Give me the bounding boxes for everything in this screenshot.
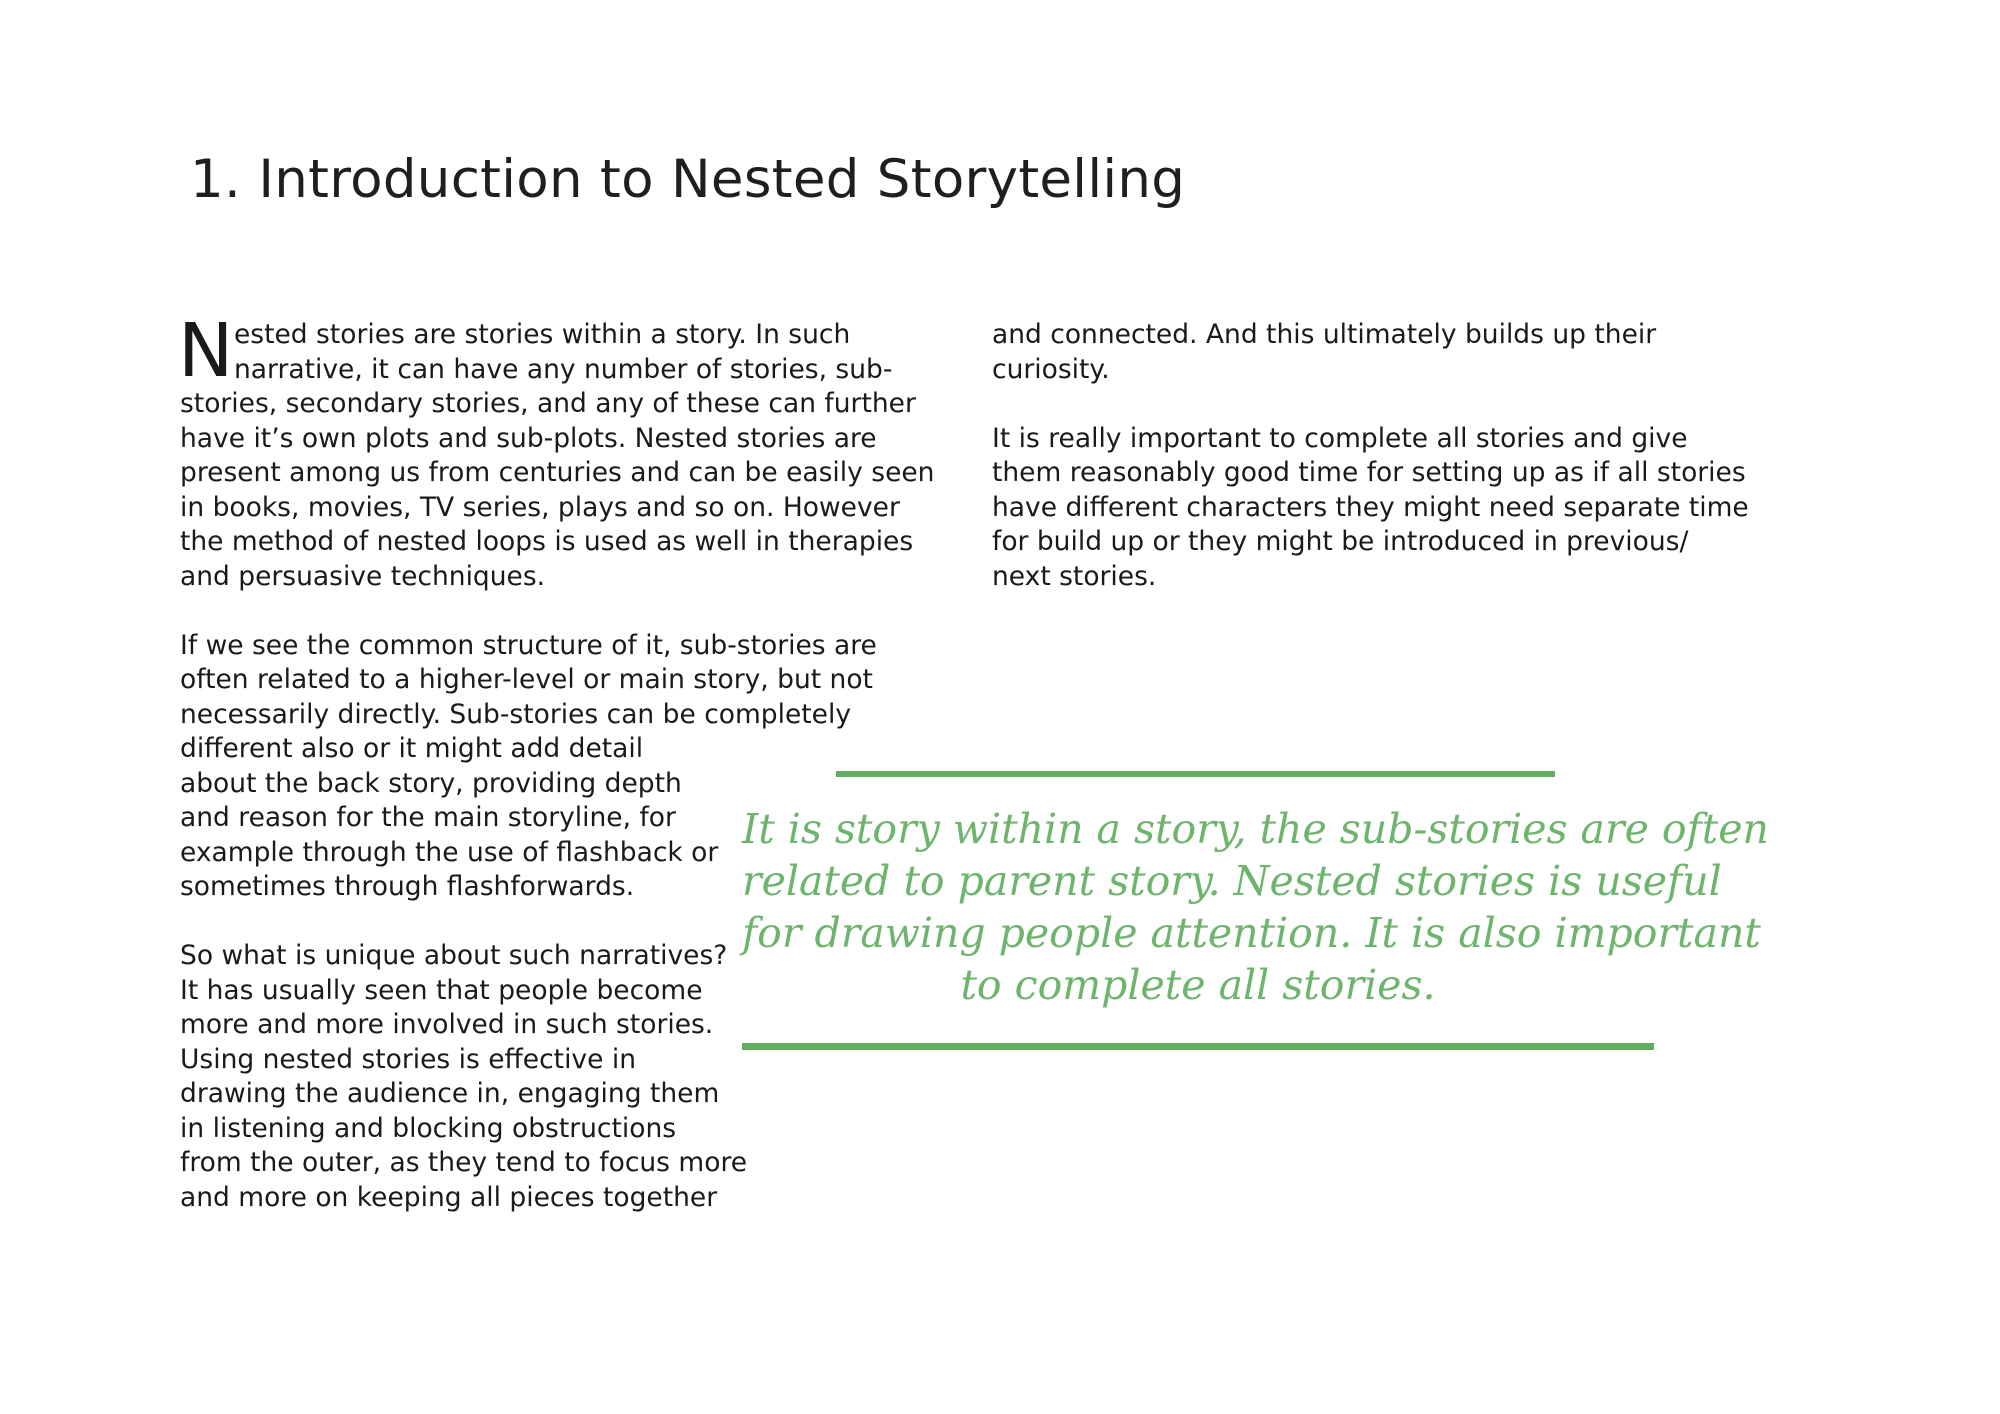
paragraph-intro bbox=[178, 308, 935, 594]
quote-line: related to parent story. Nested stories is useful bbox=[742, 857, 1722, 905]
text-line: ested stories are stories within a story. In such bbox=[234, 319, 851, 350]
text-line: in listening and blocking obstructions bbox=[180, 1112, 677, 1144]
text-line: sometimes through flashforwards. bbox=[180, 871, 635, 902]
text-line: So what is unique about such narratives? bbox=[180, 940, 728, 971]
pull-quote-bottom-rule bbox=[742, 1043, 1654, 1050]
quote-line: for drawing people attention. It is also important bbox=[742, 909, 1761, 957]
text-line: about the back story, providing depth bbox=[180, 767, 682, 799]
text-line: often related to a higher-level or main story, but not bbox=[180, 664, 873, 695]
text-line: present among us from centuries and can be easily seen bbox=[180, 457, 935, 488]
text-line: have different characters they might need separate time bbox=[992, 491, 1749, 523]
page-title: 1. Introduction to Nested Storytelling bbox=[190, 149, 1186, 210]
text-line: in books, movies, TV series, plays and so on. However bbox=[180, 491, 900, 523]
text-line: necessarily directly. Sub-stories can be completely bbox=[180, 698, 852, 730]
text-line: stories, secondary stories, and any of these can further bbox=[180, 388, 916, 419]
text-line: curiosity. bbox=[992, 353, 1110, 385]
text-line: and connected. And this ultimately builds up their bbox=[992, 319, 1657, 350]
text-line: have it’s own plots and sub-plots. Nested stories are bbox=[180, 422, 877, 454]
text-line: Using nested stories is effective in bbox=[180, 1043, 636, 1075]
text-line: example through the use of flashback or bbox=[180, 836, 719, 868]
pull-quote-text bbox=[742, 803, 1769, 1011]
text-line: and reason for the main storyline, for bbox=[180, 802, 676, 833]
text-line: more and more involved in such stories. bbox=[180, 1009, 714, 1040]
quote-line: It is story within a story, the sub-stories are often bbox=[742, 805, 1769, 853]
text-line: It has usually seen that people become bbox=[180, 974, 703, 1006]
quote-line: to complete all stories. bbox=[960, 961, 1436, 1009]
text-line: the method of nested loops is used as well in therapies bbox=[180, 526, 914, 557]
pull-quote-top-rule bbox=[836, 771, 1555, 777]
left-column bbox=[178, 308, 935, 1250]
text-line: It is really important to complete all stories and give bbox=[992, 422, 1688, 454]
text-line: narrative, it can have any number of stories, sub- bbox=[234, 353, 893, 385]
text-line: for build up or they might be introduced in previous/ bbox=[992, 526, 1689, 557]
text-line: drawing the audience in, engaging them bbox=[180, 1078, 720, 1109]
text-line: next stories. bbox=[992, 560, 1157, 592]
right-column bbox=[992, 318, 1749, 629]
text-line: from the outer, as they tend to focus more bbox=[180, 1147, 748, 1178]
text-line: If we see the common structure of it, sub-stories are bbox=[180, 629, 877, 661]
paragraph-continuation bbox=[992, 318, 1749, 387]
paragraph-importance bbox=[992, 422, 1749, 595]
drop-cap: N bbox=[178, 308, 234, 394]
text-line: different also or it might add detail bbox=[180, 733, 644, 764]
text-line: and persuasive techniques. bbox=[180, 560, 546, 592]
text-line: and more on keeping all pieces together bbox=[180, 1181, 718, 1213]
text-line: them reasonably good time for setting up as if all stories bbox=[992, 457, 1746, 488]
